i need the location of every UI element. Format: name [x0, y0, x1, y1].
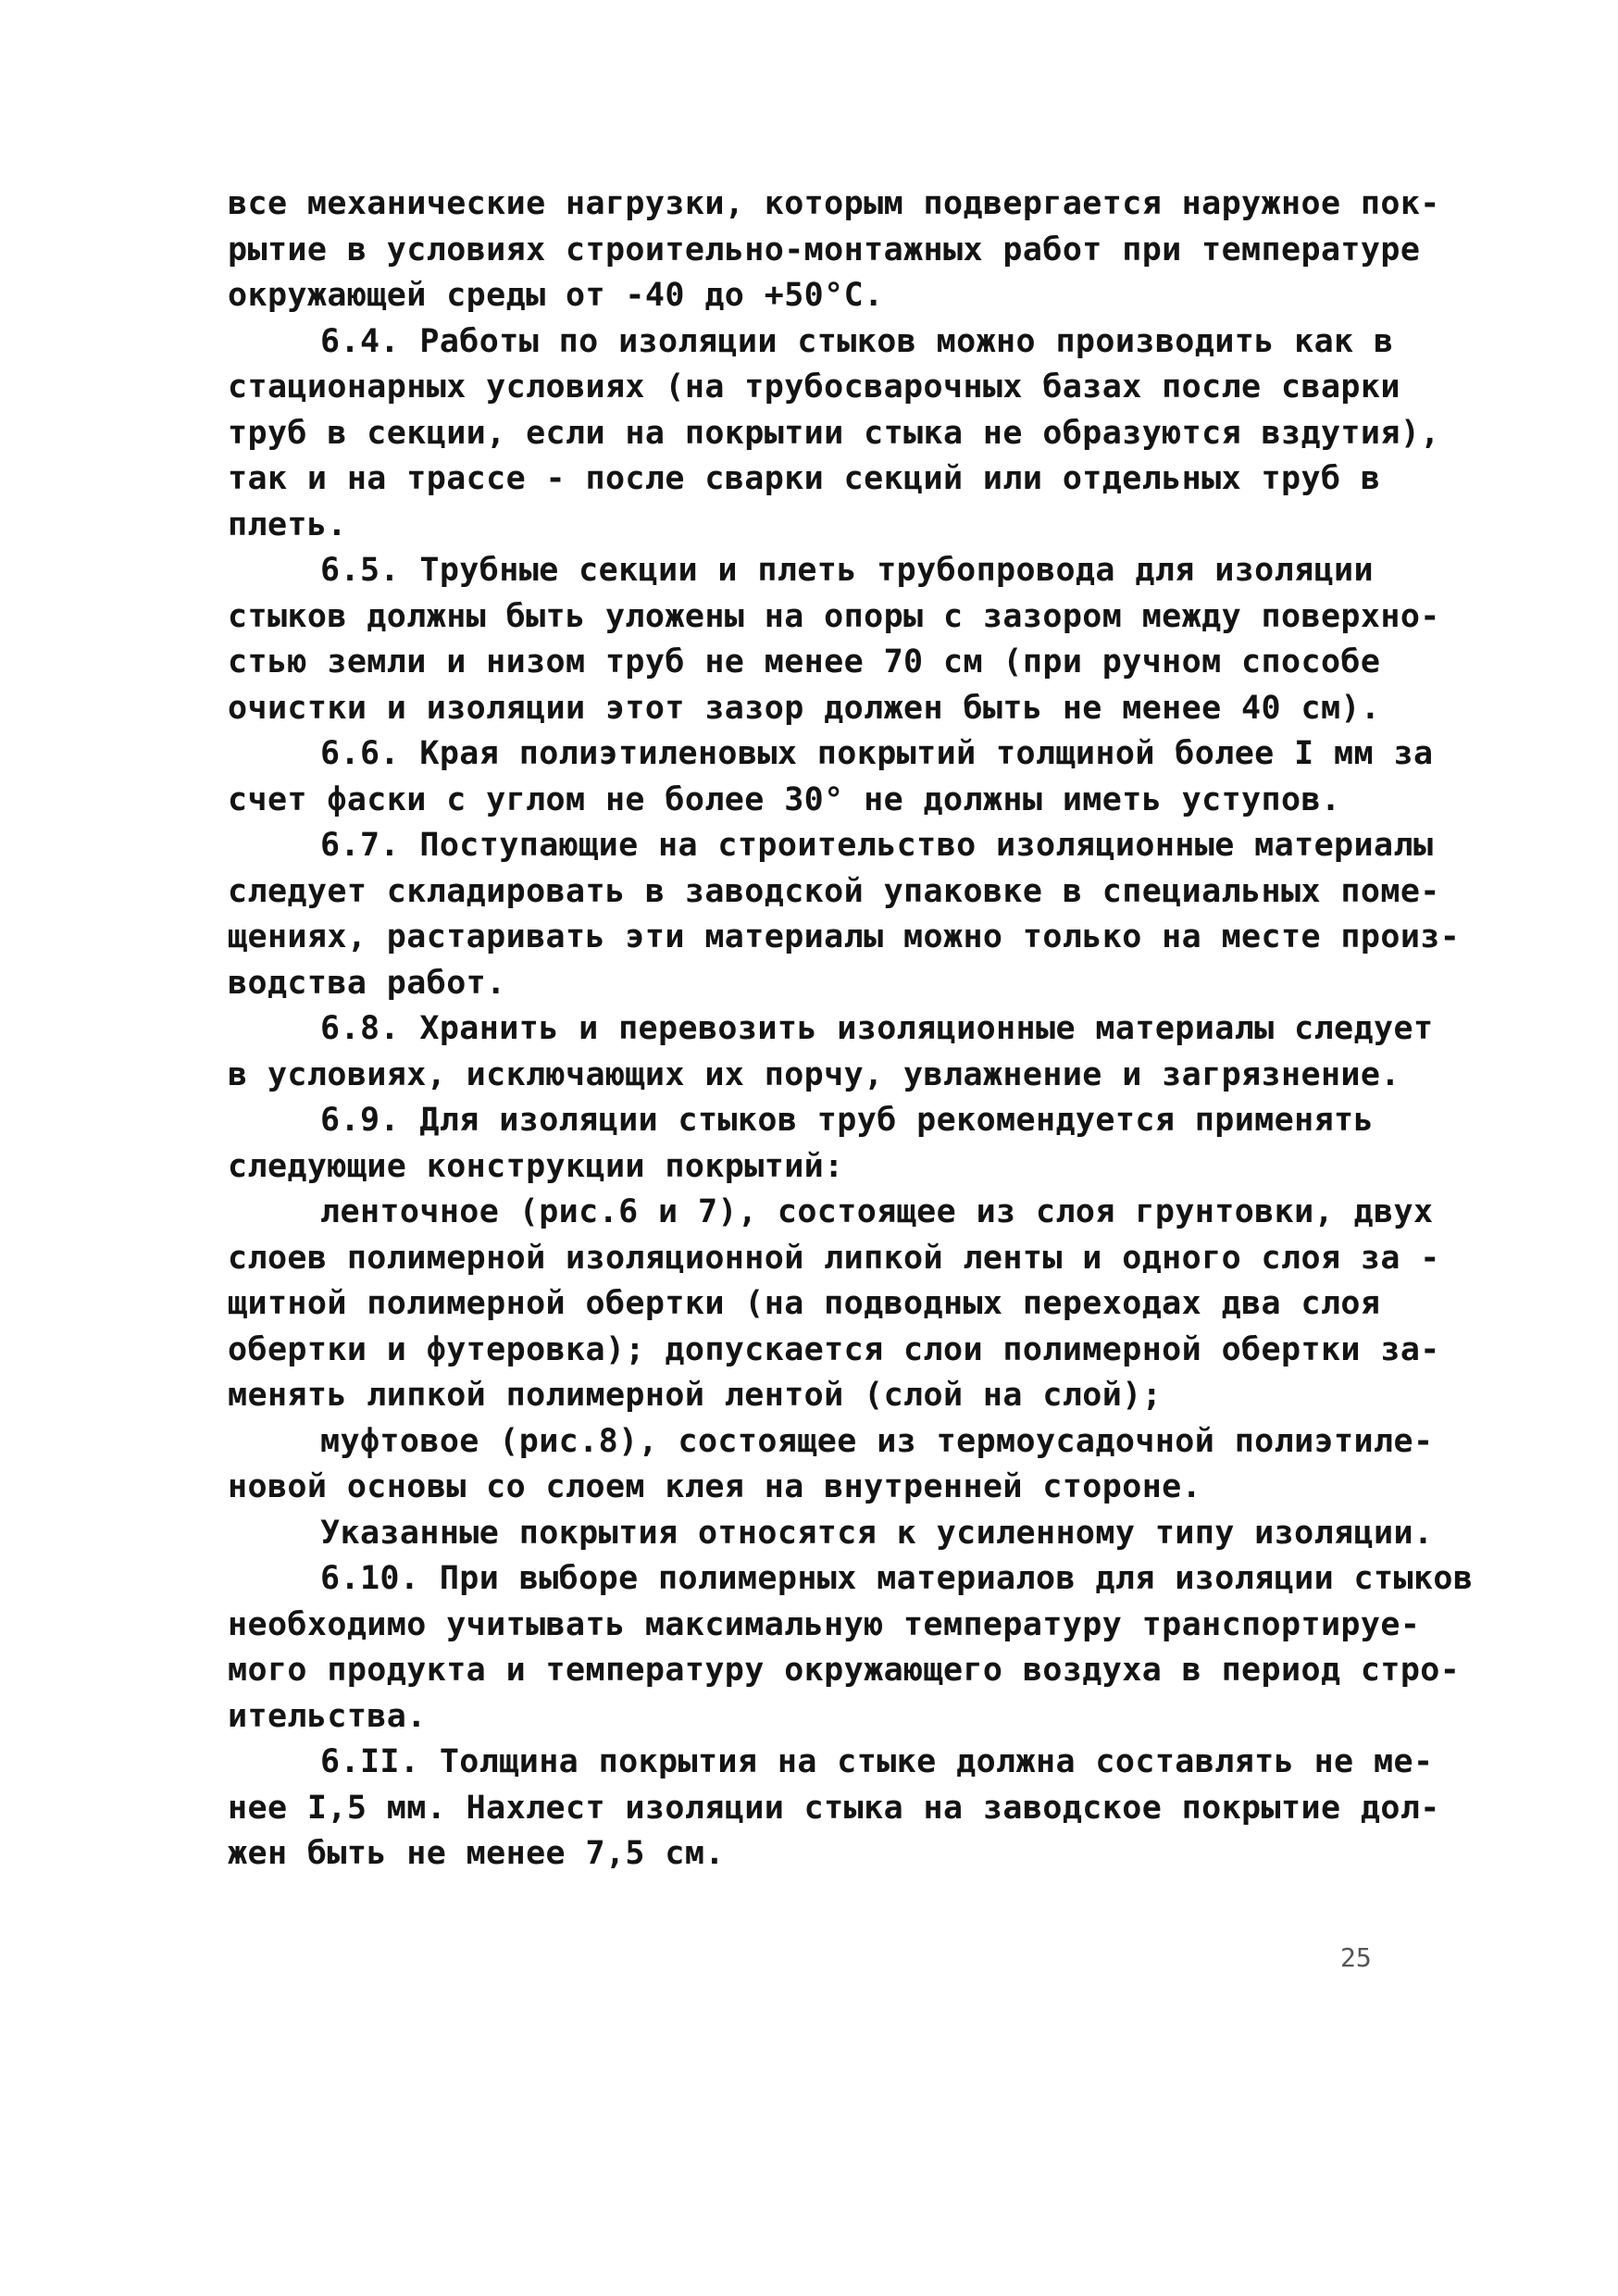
text-line: окружающей среды от -40 до +50°C. — [228, 277, 884, 314]
text-line: все механические нагрузки, которым подвергается наружное пок- — [228, 185, 1440, 222]
text-line: труб в секции, если на покрытии стыка не образуются вздутия), — [228, 414, 1440, 452]
text-line: так и на трассе - после сварки секций или отдельных труб в — [228, 460, 1381, 497]
text-line: стационарных условиях (на трубосварочных базах после сварки — [228, 368, 1400, 406]
page-number: 25 — [1340, 1942, 1372, 1973]
text-line: щитной полимерной обертки (на подводных переходах два слоя — [228, 1285, 1381, 1322]
text-line: 6.7. Поступающие на строительство изоляционные материалы — [320, 827, 1434, 864]
text-line: Указанные покрытия относятся к усиленному типу изоляции. — [320, 1514, 1434, 1552]
text-line: муфтовое (рис.8), состоящее из термоусадочной полиэтиле- — [320, 1422, 1434, 1460]
text-line: 6.9. Для изоляции стыков труб рекомендуется применять — [320, 1102, 1375, 1139]
text-line: стью земли и низом труб не менее 70 см (при ручном способе — [228, 643, 1381, 680]
text-line: нее I,5 мм. Нахлест изоляции стыка на заводское покрытие дол- — [228, 1789, 1440, 1827]
text-line: плеть. — [228, 505, 347, 543]
body-text — [228, 181, 1474, 1878]
text-line: водства работ. — [228, 964, 506, 1002]
text-line: рытие в условиях строительно-монтажных работ при температуре — [228, 231, 1421, 268]
text-line: стыков должны быть уложены на опоры с зазором между поверхно- — [228, 597, 1440, 635]
text-line: щениях, растаривать эти материалы можно только на месте произ- — [228, 918, 1461, 955]
text-line: 6.4. Работы по изоляции стыков можно производить как в — [320, 322, 1394, 360]
text-line: мого продукта и температуру окружающего воздуха в период стро- — [228, 1652, 1461, 1689]
text-line: 6.8. Хранить и перевозить изоляционные материалы следует — [320, 1010, 1434, 1047]
text-line: ительства. — [228, 1697, 427, 1735]
text-line: 6.10. При выборе полимерных материалов для изоляции стыков — [320, 1560, 1474, 1597]
text-line: обертки и футеровка); допускается слои полимерной обертки за- — [228, 1330, 1440, 1368]
text-line: слоев полимерной изоляционной липкой ленты и одного слоя за - — [228, 1239, 1440, 1277]
text-line: ленточное (рис.6 и 7), состоящее из слоя грунтовки, двух — [320, 1193, 1434, 1230]
text-line: 6.6. Края полиэтиленовых покрытий толщиной более I мм за — [320, 735, 1434, 772]
text-line: 6.5. Трубные секции и плеть трубопровода для изоляции — [320, 552, 1375, 589]
text-line: жен быть не менее 7,5 см. — [228, 1835, 725, 1872]
text-line: в условиях, исключающих их порчу, увлажнение и загрязнение. — [228, 1055, 1400, 1093]
text-line: следующие конструкции покрытий: — [228, 1147, 844, 1185]
text-line: следует складировать в заводской упаковке в специальных поме- — [228, 872, 1440, 910]
text-line: необходимо учитывать максимальную температуру транспортируе- — [228, 1605, 1421, 1643]
text-line: счет фаски с углом не более 30° не должны иметь уступов. — [228, 780, 1341, 818]
text-line: менять липкой полимерной лентой (слой на слой); — [228, 1377, 1163, 1414]
text-line: новой основы со слоем клея на внутренней стороне. — [228, 1468, 1202, 1505]
text-line: 6.II. Толщина покрытия на стыке должна составлять не ме- — [320, 1743, 1434, 1780]
text-line: очистки и изоляции этот зазор должен быть не менее 40 см). — [228, 689, 1381, 727]
